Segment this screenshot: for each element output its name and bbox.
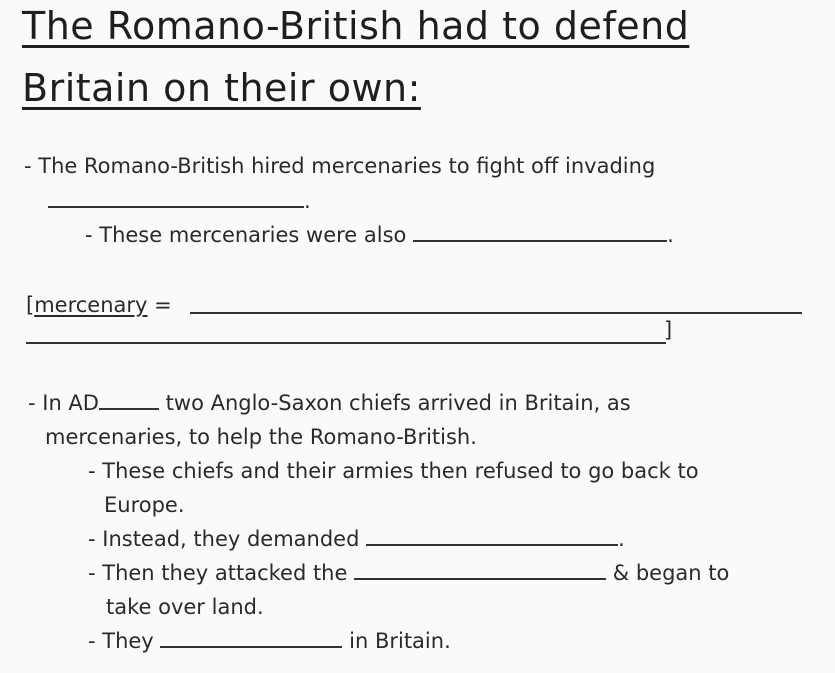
question-1-dash: - — [24, 154, 32, 178]
definition-line — [26, 292, 172, 318]
question-1-sub-period: . — [667, 223, 674, 247]
definition-blank-line-1[interactable] — [190, 312, 802, 314]
bullet-3-end: & began to — [612, 561, 730, 585]
definition-close-bracket: ] — [664, 318, 673, 342]
question-2-line-2: mercenaries, to help the Romano-British. — [45, 425, 477, 449]
bullet-4-line — [88, 628, 451, 654]
bullet-2-line — [88, 526, 625, 552]
bullet-3-text: - Then they attacked the — [88, 561, 348, 585]
answer-blank-attacked[interactable] — [354, 560, 606, 580]
question-1-line — [24, 153, 655, 179]
definition-term: mercenary — [34, 293, 148, 317]
bullet-2-text: - Instead, they demanded — [88, 527, 360, 551]
worksheet-title-line-2: Britain on their own: — [22, 66, 421, 110]
bullet-3-line-2: take over land. — [106, 595, 264, 619]
bullet-1-line-1: - These chiefs and their armies then refused to go back to — [88, 459, 699, 483]
question-2-line — [28, 390, 631, 416]
worksheet-title-line-1: The Romano-British had to defend — [22, 4, 690, 48]
bullet-4-end: in Britain. — [349, 629, 451, 653]
answer-blank-demanded[interactable] — [366, 526, 618, 546]
definition-equals: = — [154, 293, 172, 317]
question-1-sub-text: - These mercenaries were also — [85, 223, 407, 247]
question-1-answer-line — [48, 188, 311, 214]
question-2-lead-a: - In AD — [28, 391, 99, 415]
definition-blank-line-2[interactable] — [26, 342, 666, 344]
bullet-3-line — [88, 560, 729, 586]
bullet-2-period: . — [618, 527, 625, 551]
question-1-sub-line — [85, 222, 674, 248]
answer-blank-year[interactable] — [99, 390, 159, 410]
question-1-text: The Romano-British hired mercenaries to fight off invading — [38, 154, 656, 178]
bullet-1-line-2: Europe. — [104, 493, 185, 517]
bullet-4-text: - They — [88, 629, 154, 653]
question-2-lead-b: two Anglo-Saxon chiefs arrived in Britain, as — [165, 391, 631, 415]
answer-blank-invaders[interactable] — [48, 188, 304, 208]
answer-blank-mercenaries-were-also[interactable] — [413, 222, 667, 242]
question-1-period: . — [304, 189, 311, 213]
definition-open-bracket: [ — [26, 293, 35, 317]
answer-blank-they[interactable] — [160, 628, 342, 648]
